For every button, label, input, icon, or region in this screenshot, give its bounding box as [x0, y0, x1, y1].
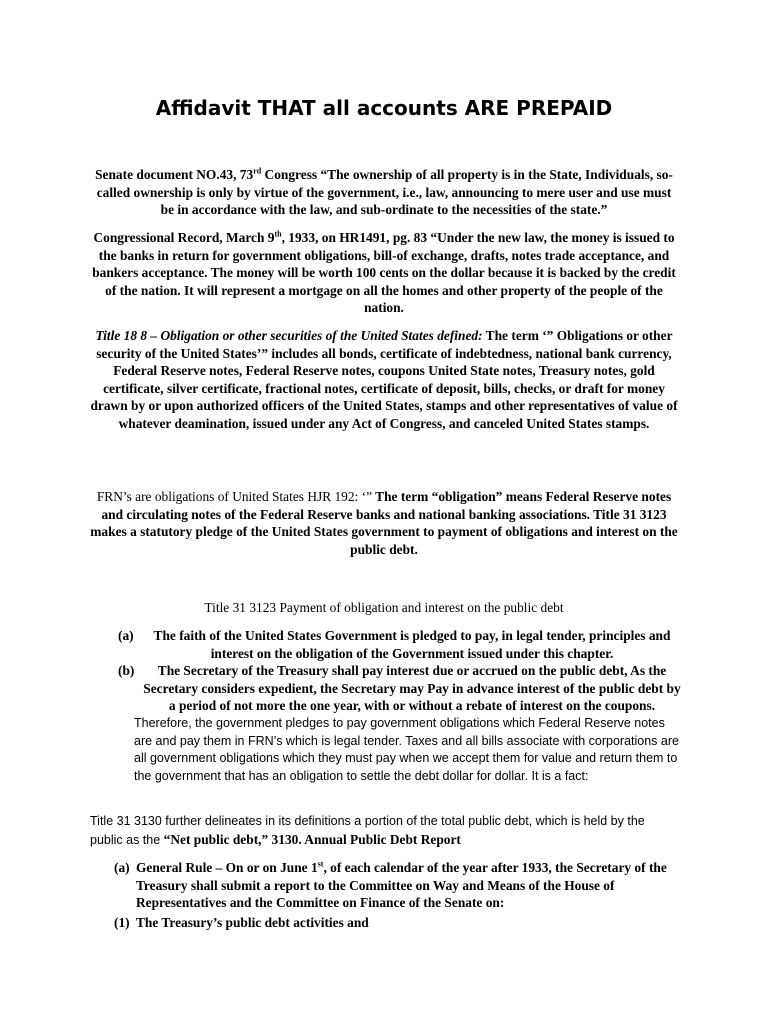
net-public-debt-paragraph: [90, 813, 678, 849]
ordinal-suffix: rd: [253, 166, 262, 176]
list-item-text: [136, 859, 680, 912]
congressional-record-paragraph: [90, 229, 678, 317]
ordinal-suffix: st: [317, 859, 324, 869]
title-18-heading: Title 18 8 – Obligation or other securities of the United States defined:: [95, 328, 483, 343]
senate-document-text-start: Senate document NO.43, 73: [95, 167, 254, 182]
list-item-text: The faith of the United States Government is pledged to pay, in legal tender, principles and interest on the obligation of the Government issued under this chapter.: [153, 628, 671, 661]
frn-intro-text: FRN’s are obligations of United States HJR 192: ‘”: [96, 489, 373, 504]
general-rule-text-rest: , of each calendar of the year after 1933, the Secretary of the Treasury shall submit a report to the Committee on Way and Means of the House of Representatives and the Committee on Finance of the Senate on:: [136, 860, 667, 911]
title-31-3123-heading: Title 31 3123 Payment of obligation and interest on the public debt: [204, 600, 564, 615]
list-item: [118, 627, 684, 662]
list-item-text: The Treasury’s public debt activities and: [136, 915, 369, 930]
senate-document-text-rest: Congress “The ownership of all property is in the State, Individuals, so-called ownership is only by virtue of the government, i.e., law, announcing to mere user and use must be in accordance with the law, and sub-ordinate to the necessities of the state.”: [96, 167, 673, 218]
net-public-debt-intro: Title 31 3130 further delineates in its definitions a portion of the total public debt, which is held by the public as the: [90, 814, 645, 847]
list-marker: (a): [114, 860, 130, 875]
frn-definition-text: The term “obligation” means Federal Reserve notes and circulating notes of the Federal Reserve banks and national banking associations. Title 31 3123 makes a statutory pledge of the United States government to payment of obligations and interest on the public debt.: [90, 489, 678, 557]
list-item: [114, 859, 680, 912]
government-pledge-paragraph: Therefore, the government pledges to pay government obligations which Federal Reserve notes are and pay them in FRN’s which is legal tender. Taxes and all bills associate with corporations are all government obligations which they must pay when we accept them for value and return them to the government that has an obligation to settle the debt dollar for dollar. It is a fact:: [134, 716, 679, 783]
congressional-record-text-rest: , 1933, on HR1491, pg. 83 “Under the new law, the money is issued to the banks in return for government obligations, bill-of exchange, drafts, notes trade acceptance, and bankers acceptance. The money will be worth 100 cents on the dollar because it is backed by the credit of the nation. It will represent a mortgage on all the homes and other property of the people of the nation.: [92, 230, 676, 316]
title-18-paragraph: [90, 327, 678, 433]
annual-debt-report-heading: “Net public debt,” 3130. Annual Public Debt Report: [163, 831, 461, 847]
list-marker: (1): [114, 915, 130, 930]
list-marker: (b): [118, 663, 135, 678]
general-rule-text-start: General Rule – On or on June 1: [136, 860, 318, 875]
ordinal-suffix: th: [274, 229, 282, 239]
document-title: Affidavit THAT all accounts ARE PREPAID: [155, 96, 613, 120]
frn-obligations-paragraph: [90, 488, 678, 558]
title-18-body: The term ‘” Obligations or other security of the United States’” includes all bonds, certificate of indebtedness, national bank currency, Federal Reserve notes, Federal Reserve notes, coupons United State notes, Treasury notes, gold certificate, silver certificate, fractional notes, certificate of deposit, bills, checks, or draft for money drawn by or upon authorized officers of the United States, stamps and other representatives of value of whatever deamination, issued under any Act of Congress, and canceled United States stamps.: [90, 328, 678, 431]
list-item: [114, 914, 680, 932]
senate-document-paragraph: [90, 166, 678, 219]
list-item: [118, 662, 684, 715]
list-item-text: The Secretary of the Treasury shall pay interest due or accrued on the public debt, As the Secretary considers expedient, the Secretary may Pay in advance interest of the public debt by a period of not more the one year, with or without a rebate of interest on the coupons.: [143, 663, 681, 714]
congressional-record-text-start: Congressional Record, March 9: [93, 230, 275, 245]
list-marker: (a): [118, 628, 134, 643]
